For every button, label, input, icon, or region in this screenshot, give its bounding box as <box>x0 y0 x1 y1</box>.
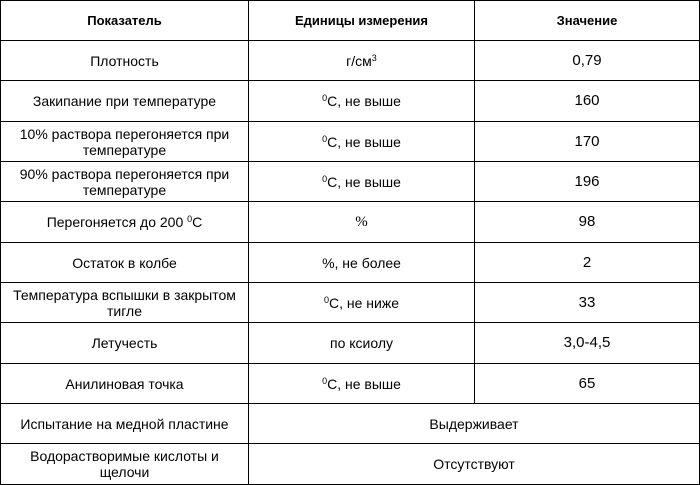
indicator-cell: Температура вспышки в закрытом тигле <box>1 283 249 323</box>
indicator-superscript: 0 <box>187 214 193 224</box>
unit-text: г/см <box>346 52 372 69</box>
indicator-cell: Летучесть <box>1 323 249 364</box>
unit-cell <box>249 283 475 323</box>
value-cell: 160 <box>475 81 700 122</box>
value-cell: 33 <box>475 283 700 323</box>
indicator-cell: Остаток в колбе <box>1 243 249 283</box>
merged-value-cell: Выдерживает <box>249 404 700 444</box>
unit-cell <box>249 162 475 202</box>
merged-value-cell: Отсутствуют <box>249 444 700 485</box>
unit-superscript: 0 <box>322 133 328 144</box>
unit-text: С, не выше <box>327 375 401 392</box>
unit-superscript: 0 <box>322 375 328 386</box>
indicator-cell: Плотность <box>1 41 249 81</box>
value-cell: 0,79 <box>475 41 700 81</box>
unit-text: С, не выше <box>327 93 401 109</box>
unit-superscript: 0 <box>322 173 328 184</box>
indicator-cell: 10% раствора перегоняется при температуре <box>1 122 249 162</box>
value-cell: 2 <box>475 243 700 283</box>
unit-superscript: 0 <box>323 294 329 305</box>
indicator-text: Перегоняется до 200 <box>46 214 188 230</box>
unit-text: С, не выше <box>327 173 401 190</box>
unit-cell <box>249 41 475 81</box>
indicator-cell <box>1 202 249 243</box>
table-row <box>1 122 700 162</box>
table-row <box>1 202 700 243</box>
indicator-cell: 90% раствора перегоняется при температуре <box>1 162 249 202</box>
table-row <box>1 323 700 364</box>
value-cell: 170 <box>475 122 700 162</box>
table-row <box>1 162 700 202</box>
indicator-cell: Анилиновая точка <box>1 364 249 404</box>
unit-cell <box>249 81 475 122</box>
table-row <box>1 364 700 404</box>
header-value: Значение <box>475 1 700 41</box>
indicator-cell: Испытание на медной пластине <box>1 404 249 444</box>
unit-cell <box>249 364 475 404</box>
header-units: Единицы измерения <box>249 1 475 41</box>
header-indicator: Показатель <box>1 1 249 41</box>
table-header-row <box>1 1 700 41</box>
unit-cell <box>249 122 475 162</box>
unit-text: С, не ниже <box>329 294 399 311</box>
table-row <box>1 283 700 323</box>
indicator-cell: Водорастворимые кислоты и щелочи <box>1 444 249 485</box>
table-row <box>1 81 700 122</box>
unit-text: С, не выше <box>327 133 401 150</box>
value-cell: 98 <box>475 202 700 243</box>
unit-cell: % <box>249 202 475 243</box>
table-row <box>1 243 700 283</box>
unit-superscript: 0 <box>322 93 328 103</box>
indicator-tail: С <box>192 214 203 230</box>
table-row <box>1 404 700 444</box>
value-cell: 196 <box>475 162 700 202</box>
unit-superscript: 3 <box>371 52 377 63</box>
table-row <box>1 444 700 485</box>
value-cell: 3,0-4,5 <box>475 323 700 364</box>
value-cell: 65 <box>475 364 700 404</box>
indicator-cell: Закипание при температуре <box>1 81 249 122</box>
unit-cell: по ксиолу <box>249 323 475 364</box>
table-row <box>1 41 700 81</box>
unit-cell: %, не более <box>249 243 475 283</box>
